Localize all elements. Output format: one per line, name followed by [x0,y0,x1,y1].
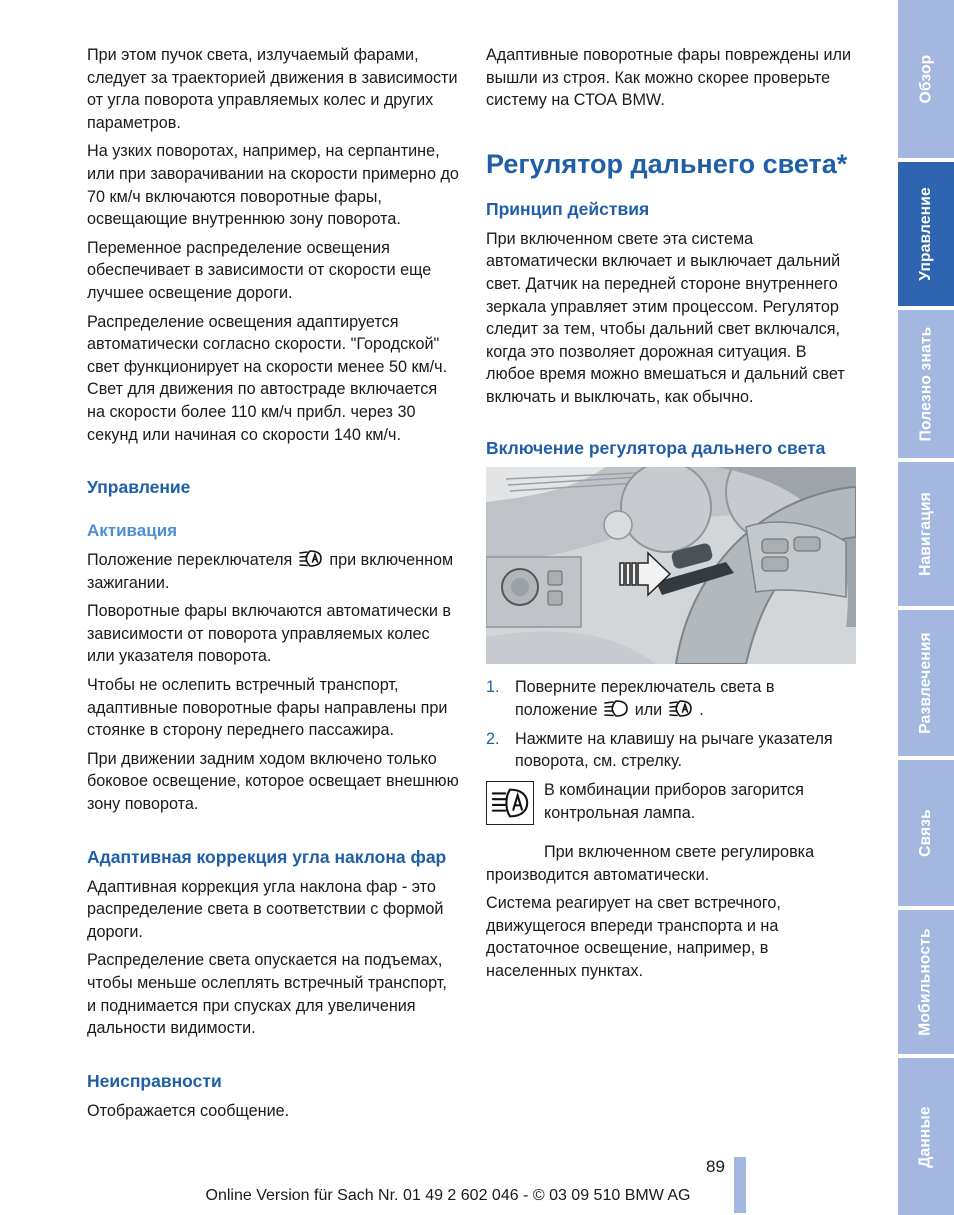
steps-list [486,676,858,773]
paragraph: Система реагирует на свет встречного, движущегося впереди транспорта и на достаточное освещение, например, в населенных пунктах. [486,894,781,980]
tab-communication[interactable]: Связь [898,760,954,906]
paragraph: Поворотные фары включаются автоматически в зависимости от поворота управляемых колес или указателя поворота. [87,602,452,666]
steering-wheel-illustration [486,467,856,664]
tab-entertainment[interactable]: Развлечения [898,610,954,756]
paragraph: При этом пучок света, излучаемый фарами, следует за траекторией движения в зависимости от угла поворота управляемых колес и других параметров. [87,46,458,132]
high-beam-assistant-icon [486,781,534,825]
paragraph: Чтобы не ослепить встречный транспорт, адаптивные поворотные фары направлены при стоянке в сторону переднего пассажира. [87,676,448,740]
tab-overview[interactable]: Обзор [898,0,954,158]
paragraph: При включенном свете эта система автоматически включает и выключает дальний свет. Датчик на передней стороне внутреннего зеркала управляет этим процессом. Регулятор следит за тем, чтобы дальний свет включался, когда это позволяет дорожная ситуация. В любое время можно вмешаться и дальний свет включать и выключать, как обычно. [486,229,845,406]
indicator-lamp-note [486,779,858,837]
right-column [486,44,858,988]
footer-copyright: Online Version für Sach Nr. 01 49 2 602 046 - © 03 09 510 BMW AG [205,1187,691,1204]
tab-mobility[interactable]: Мобильность [898,910,954,1054]
paragraph: При включенном свете регулировка производится автоматически. [486,842,815,884]
paragraph: Распределение света опускается на подъемах, чтобы меньше ослеплять встречный транспорт, и поднимается при спусках для увеличения дальности видимости. [87,951,447,1038]
section-heading-tilt: Адаптивная коррекция угла наклона фар [87,846,447,867]
auto-light-switch-icon [299,548,323,568]
tab-controls[interactable]: Управление [898,162,954,306]
section-heading-faults: Неисправности [87,1070,222,1091]
paragraph: Адаптивные поворотные фары повреждены или вышли из строя. Как можно скорее проверьте систему на СТОА BMW. [486,46,851,110]
section-heading-control: Управление [87,477,191,498]
page-number: 89 [706,1157,725,1176]
subheading-activation: Активация [87,521,178,541]
paragraph: Переменное распределение освещения обеспечивает в зависимости от скорости еще лучшее освещение дороги. [87,238,432,302]
page-title: Регулятор дальнего света* [486,148,848,179]
left-column [87,44,459,1128]
tab-data[interactable]: Данные [898,1058,954,1215]
paragraph: Адаптивная коррекция угла наклона фар - это распределение света в соответствии с формой дороги. [87,877,444,941]
tab-navigation[interactable]: Навигация [898,462,954,606]
section-heading-enable: Включение регулятора дальнего света [486,437,826,458]
list-item: 2. Нажмите на клавишу на рычаге указателя поворота, см. стрелку. [486,729,833,771]
tab-useful-info[interactable]: Полезно знать [898,310,954,458]
paragraph: Отображается сообщение. [87,1101,290,1120]
section-sidebar [898,0,954,1215]
paragraph: На узких поворотах, например, на серпантине, или при заворачивании на скорости примерно до 70 км/ч включаются поворотные фары, освещающие внутреннюю зону поворота. [87,142,459,229]
low-beam-icon [604,698,628,718]
list-item: 1. Поверните переключатель света в положение или . [486,677,775,720]
note-text: В комбинации приборов загорится контрольная лампа. [544,780,804,822]
section-heading-principle: Принцип действия [486,198,650,219]
paragraph-activation-switch: Положение переключателя при включенном зажигании. [87,548,459,594]
paragraph: Распределение освещения адаптируется автоматически согласно скорости. "Городской" свет функционирует на скорости менее 50 км/ч. Свет для движения по автостраде включается на скорости более 110 км/ч прибл. через 30 секунд или начиная со скорости 140 км/ч. [87,312,448,444]
paragraph: При движении задним ходом включено только боковое освещение, которое освещает внешнюю зону поворота. [87,749,459,814]
auto-light-switch-icon [669,698,693,718]
